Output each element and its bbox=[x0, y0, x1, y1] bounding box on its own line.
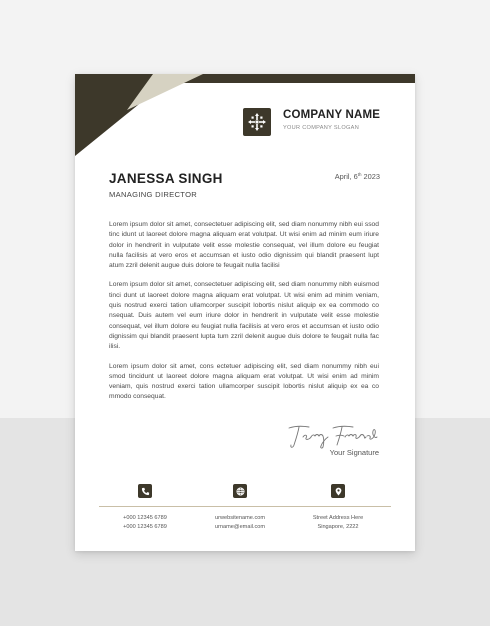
web-contacts bbox=[190, 514, 290, 531]
date-year: 2023 bbox=[361, 172, 380, 181]
phone-icon bbox=[141, 487, 150, 496]
body-paragraph: Lorem ipsum dolor sit amet, cons ectetuer adipiscing elit, sed diam nonummy nibh eui smod tincidunt ut laoreet dolore magna aliquam erat volutpat. Ut wisi enim ad minim veniam, quis nostrud exerci tation ullamcorper suscipit lobortis nislut aliquip ex ea co mmodo consequat. bbox=[109, 362, 379, 401]
phone-icon-box bbox=[138, 484, 152, 498]
company-logo bbox=[243, 108, 271, 136]
date-suffix: th bbox=[357, 172, 362, 177]
footer-divider bbox=[99, 506, 391, 507]
signature-label: Your Signature bbox=[329, 448, 379, 457]
phone-line: +000 12345 6789 bbox=[123, 523, 167, 530]
body-paragraph: Lorem ipsum dolor sit amet, consectetuer adipiscing elit, sed diam nonummy nibh eui ssod tinc idunt ut laoreet dolore magna aliquam erat volutpat. Ut wisi enim ad minim eum iriure dolor in hendrerit in vulputate velit esse molestie consequat, vel illum dolore eu feugiat nulla facilisis at vero eros et accumsan et iusto odio dignissim qui blandit praesent lupt atum zzril delenit augue duis dolore te feugait nulla facilisi bbox=[109, 221, 379, 270]
phone-numbers bbox=[95, 514, 195, 531]
address-line: Street Address Here bbox=[312, 515, 364, 521]
sender-title: MANAGING DIRECTOR bbox=[109, 190, 198, 199]
company-slogan: YOUR COMPANY SLOGAN bbox=[283, 125, 360, 131]
letterhead-page bbox=[75, 74, 415, 551]
website-text: urwebsitename.com bbox=[214, 515, 266, 521]
location-pin-icon bbox=[334, 487, 343, 496]
phone-line: +000 12345 6789 bbox=[123, 515, 167, 521]
date-month-day: April, 6 bbox=[334, 172, 358, 181]
letter-body bbox=[109, 220, 379, 412]
body-paragraph: Lorem ipsum dolor sit amet, consectetuer adipiscing elit, sed diam nonummy nibh euismod tinci dunt ut laoreet dolore magna aliquam erat volutpat. Ut wisi enim ad minim veniam, quis nostrud exerci tation ullamcorper suscipit lobortis nislut aliquip ex ea commodo co nsequat. Duis autem vel eum iriure dolor in hendrerit in vulputate velit esse molestie consequat, vel illum dolore eu feugiat nulla facilisis at vero eros et accumsan et iusto odio dignissim qui blandit praesent lupta tum zzril delenit augue duis dolore te feugait nulla fac ilisi. bbox=[109, 281, 379, 351]
location-pin-icon-box bbox=[331, 484, 345, 498]
letter-date bbox=[335, 172, 380, 181]
address-line: Singapore, 2222 bbox=[317, 523, 359, 530]
company-name: COMPANY NAME bbox=[283, 109, 381, 121]
globe-icon-box bbox=[233, 484, 247, 498]
handwritten-signature bbox=[287, 422, 379, 450]
globe-icon bbox=[236, 487, 245, 496]
ornament-cross-icon bbox=[247, 112, 267, 132]
address-block bbox=[288, 514, 388, 531]
sender-name: JANESSA SINGH bbox=[109, 171, 223, 186]
email-text: urname@email.com bbox=[214, 523, 266, 530]
